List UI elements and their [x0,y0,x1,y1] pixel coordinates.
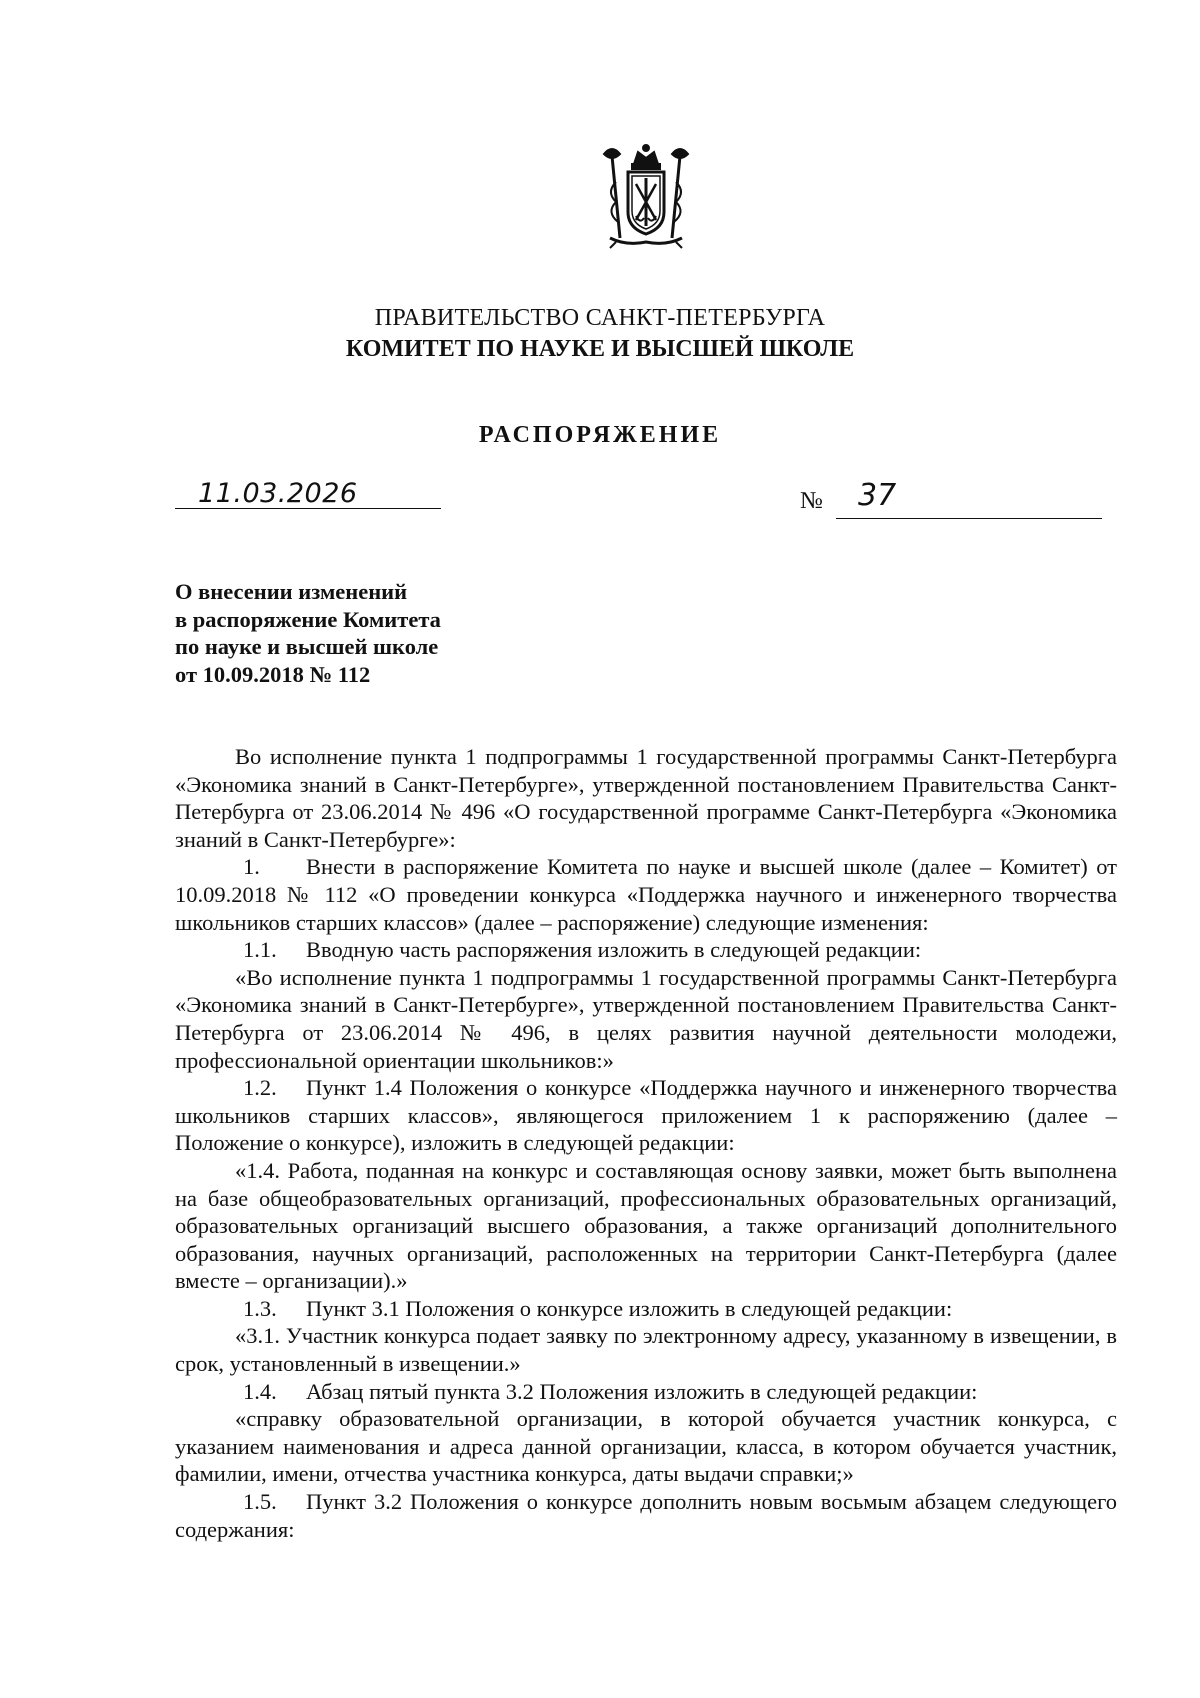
clause-text: Пункт 3.1 Положения о конкурсе изложить в следующей редакции: [306,1295,953,1321]
subject-line: от 10.09.2018 № 112 [175,661,371,687]
clause-text: Абзац пятый пункта 3.2 Положения изложить в следующей редакции: [306,1378,978,1404]
subject-line: в распоряжение Комитета [175,606,441,632]
clause-number: 1.2. [243,1075,277,1101]
clause-number: 1.4. [243,1378,277,1404]
committee-title: КОМИТЕТ ПО НАУКЕ И ВЫСШЕЙ ШКОЛЕ [345,336,855,362]
clause-text: Пункт 3.2 Положения о конкурсе дополнить новым восьмым абзацем следующего содержания: [175,1489,1117,1542]
document-subject [175,578,595,688]
document-number: 37 [858,478,897,513]
clause-number: 1.5. [243,1489,277,1515]
clause-1-2-quote: «1.4. Работа, поданная на конкурс и составляющая основу заявки, может быть выполнена на базе общеобразовательных организаций, профессиональных образовательных организаций, образовательных организаций высшего образования, а также организаций дополнительного образования, научных организаций, расположенных на территории Санкт-Петербурга (далее вместе – организации).» [175,1157,1117,1294]
document-body [175,743,1117,1543]
preamble-paragraph: Во исполнение пункта 1 подпрограммы 1 государственной программы Санкт-Петербурга «Экономика знаний в Санкт-Петербурге», утвержденной постановлением Правительства Санкт-Петербурга от 23.06.2014 № 496 «О государственной программе Санкт-Петербурга «Экономика знаний в Санкт-Петербурге»: [175,744,1117,852]
clause-text: Вводную часть распоряжения изложить в следующей редакции: [306,937,922,963]
clause-1-4 [175,1378,1117,1406]
clause-number: 1.3. [243,1295,277,1321]
st-petersburg-coat-of-arms-icon [596,142,696,250]
clause-1-3 [175,1295,1117,1323]
clause-1-4-quote: «справку образовательной организации, в которой обучается участник конкурса, с указанием наименования и адреса данной организации, класса, в котором обучается участник, фамилии, имени, отчества участника конкурса, даты выдачи справки;» [175,1406,1117,1487]
date-underline [175,508,441,509]
clause-1-5 [175,1488,1117,1543]
clause-1 [175,853,1117,936]
number-underline [836,518,1102,519]
document-type: РАСПОРЯЖЕНИЕ [478,422,722,448]
document-date: 11.03.2026 [198,478,358,509]
clause-1-1-quote: «Во исполнение пункта 1 подпрограммы 1 государственной программы Санкт-Петербурга «Экономика знаний в Санкт-Петербурге», утвержденной постановлением Правительства Санкт-Петербурга от 23.06.2014 № 496, в целях развития научной деятельности молодежи, профессиональной ориентации школьников:» [175,964,1117,1073]
clause-text: Внести в распоряжение Комитета по науке и высшей школе (далее – Комитет) от 10.09.2018 № 112 «О проведении конкурса «Поддержка научного и инженерного творчества школьников старших классов» (далее – распоряжение) следующие изменения: [175,854,1117,935]
subject-line: О внесении изменений [175,579,408,604]
number-label: № [800,488,823,514]
clause-number: 1.1. [243,937,277,963]
clause-1-2 [175,1074,1117,1157]
clause-number: 1. [243,854,260,880]
government-title: ПРАВИТЕЛЬСТВО САНКТ-ПЕТЕРБУРГА [374,305,826,331]
clause-1-1 [175,936,1117,964]
subject-line: по науке и высшей школе [175,634,439,659]
clause-1-3-quote: «3.1. Участник конкурса подает заявку по электронному адресу, указанному в извещении, в срок, установленный в извещении.» [175,1323,1117,1377]
clause-text: Пункт 1.4 Положения о конкурсе «Поддержка научного и инженерного творчества школьников старших классов», являющегося приложением 1 к распоряжению (далее – Положение о конкурсе), изложить в следующей редакции: [175,1075,1117,1156]
